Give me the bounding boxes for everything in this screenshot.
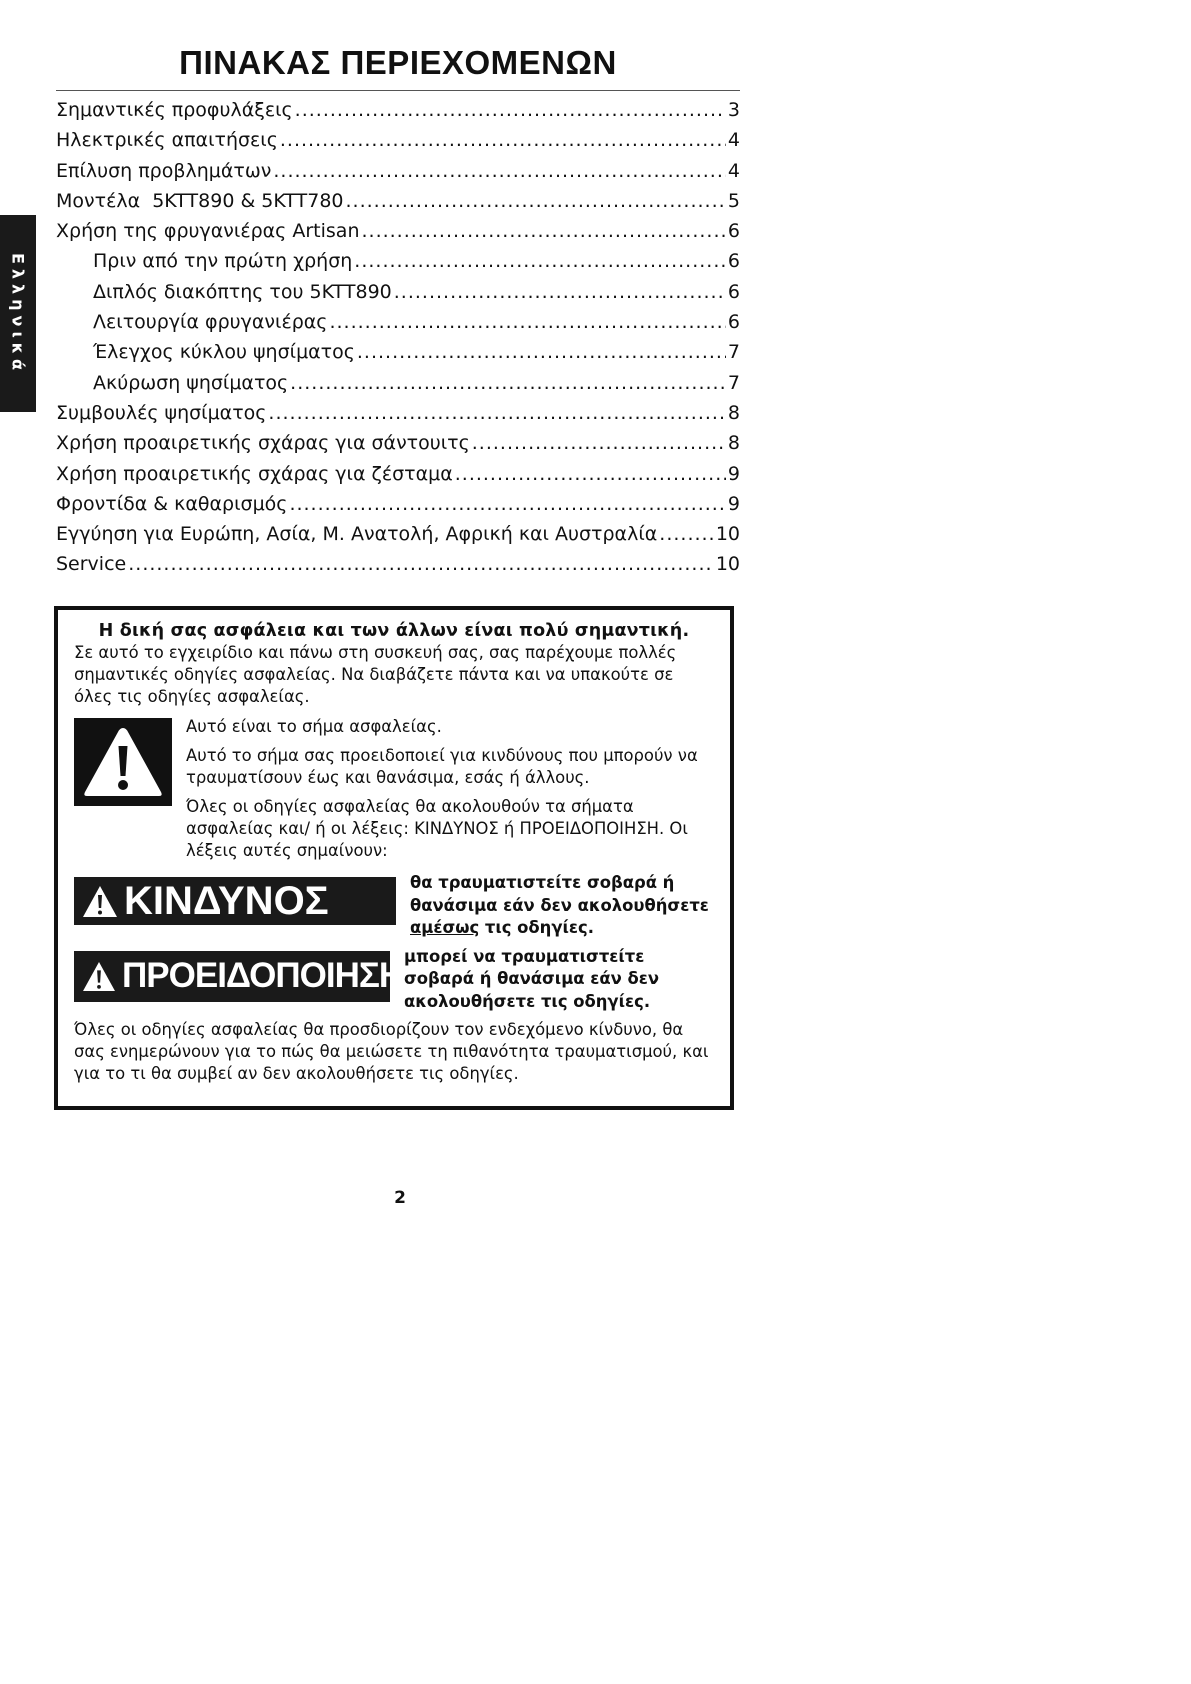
warning-triangle-icon [82, 885, 118, 918]
toc-subentry[interactable]: Έλεγχος κύκλου ψησίματος ..... 7 [56, 337, 740, 367]
language-side-tab [0, 215, 36, 412]
safety-outro: Όλες οι οδηγίες ασφαλείας θα προσδιορίζουν τον ενδεχόμενο κίνδυνο, θα σας ενημερώνουν για το πώς θα μειώσετε τη πιθανότητα τραυματισμού, και για το τι θα συμβεί αν δεν ακολουθήσετε τις οδηγίες. [74, 1020, 709, 1083]
safety-notice-box [54, 606, 734, 1110]
warning-row [74, 946, 714, 1014]
danger-signal-label: ΚΙΝΔΥΝΟΣ [74, 877, 396, 925]
table-of-contents [56, 44, 740, 580]
toc-entry[interactable]: Χρήση προαιρετικής σχάρας για σάντουιτς ..... 8 [56, 428, 740, 458]
toc-subentry[interactable]: Λειτουργία φρυγανιέρας ..... 6 [56, 307, 740, 337]
page-number: 2 [394, 1188, 406, 1208]
toc-entry[interactable]: Ηλεκτρικές απαιτήσεις ..... 4 [56, 125, 740, 155]
safety-alert-symbol [74, 718, 172, 806]
toc-entry[interactable]: Συμβουλές ψησίματος ..... 8 [56, 398, 740, 428]
toc-entry[interactable]: Service ..... 10 [56, 549, 740, 579]
toc-entry[interactable]: Σημαντικές προφυλάξεις ..... 3 [56, 95, 740, 125]
warning-triangle-icon [81, 724, 165, 800]
danger-description: θα τραυματιστείτε σοβαρά ή θανάσιμα εάν δεν ακολουθήσετε αμέσως τις οδηγίες. [410, 873, 709, 937]
toc-entry[interactable]: Χρήση της φρυγανιέρας Artisan ..... 6 [56, 216, 740, 246]
symbol-title: Αυτό είναι το σήμα ασφαλείας. [186, 717, 442, 736]
safety-intro: Σε αυτό το εγχειρίδιο και πάνω στη συσκευή σας, σας παρέχουμε πολλές σημαντικές οδηγίες ασφαλείας. Να διαβάζετε πάντα και να υπακούτε σε όλες τις οδηγίες ασφαλείας. [74, 643, 677, 706]
warning-triangle-icon [82, 961, 116, 992]
toc-entry[interactable]: Επίλυση προβλημάτων ..... 4 [56, 156, 740, 186]
toc-subentry[interactable]: Ακύρωση ψησίματος ..... 7 [56, 368, 740, 398]
symbol-description: Αυτό το σήμα σας προειδοποιεί για κινδύνους που μπορούν να τραυματίσουν έως και θανάσιμα, εσάς ή άλλους. [186, 746, 698, 787]
toc-entry[interactable]: Μοντέλα 5KTT890 & 5KTT780 ..... 5 [56, 186, 740, 216]
warning-signal-label: ΠΡΟΕΙΔΟΠΟΙΗΣΗ [74, 951, 390, 1002]
toc-list [56, 95, 740, 580]
toc-subentry[interactable]: Πριν από την πρώτη χρήση ..... 6 [56, 246, 740, 276]
danger-row [74, 872, 714, 940]
language-label: Ελληνικά [8, 252, 28, 375]
toc-entry[interactable]: Εγγύηση για Ευρώπη, Ασία, Μ. Ανατολή, Αφρική και Αυστραλία ..... 10 [56, 519, 740, 549]
safety-heading: Η δική σας ασφάλεια και των άλλων είναι πολύ σημαντική. [98, 621, 690, 641]
symbol-signal-words: Όλες οι οδηγίες ασφαλείας θα ακολουθούν τα σήματα ασφαλείας και/ ή οι λέξεις: ΚΙΝΔΥΝΟΣ ή ΠΡΟΕΙΔΟΠΟΙΗΣΗ. Οι λέξεις αυτές σημαίνουν: [186, 797, 688, 860]
toc-entry[interactable]: Φροντίδα & καθαρισμός ..... 9 [56, 489, 740, 519]
safety-symbol-section [74, 716, 714, 862]
warning-description: μπορεί να τραυματιστείτε σοβαρά ή θανάσιμα εάν δεν ακολουθήσετε τις οδηγίες. [404, 946, 660, 1011]
toc-title: ΠΙΝΑΚΑΣ ΠΕΡΙΕΧΟΜΕΝΩΝ [56, 44, 740, 91]
safety-symbol-text [186, 716, 714, 862]
toc-subentry[interactable]: Διπλός διακόπτης του 5KTT890 ..... 6 [56, 277, 740, 307]
toc-entry[interactable]: Χρήση προαιρετικής σχάρας για ζέσταμα ..... 9 [56, 459, 740, 489]
